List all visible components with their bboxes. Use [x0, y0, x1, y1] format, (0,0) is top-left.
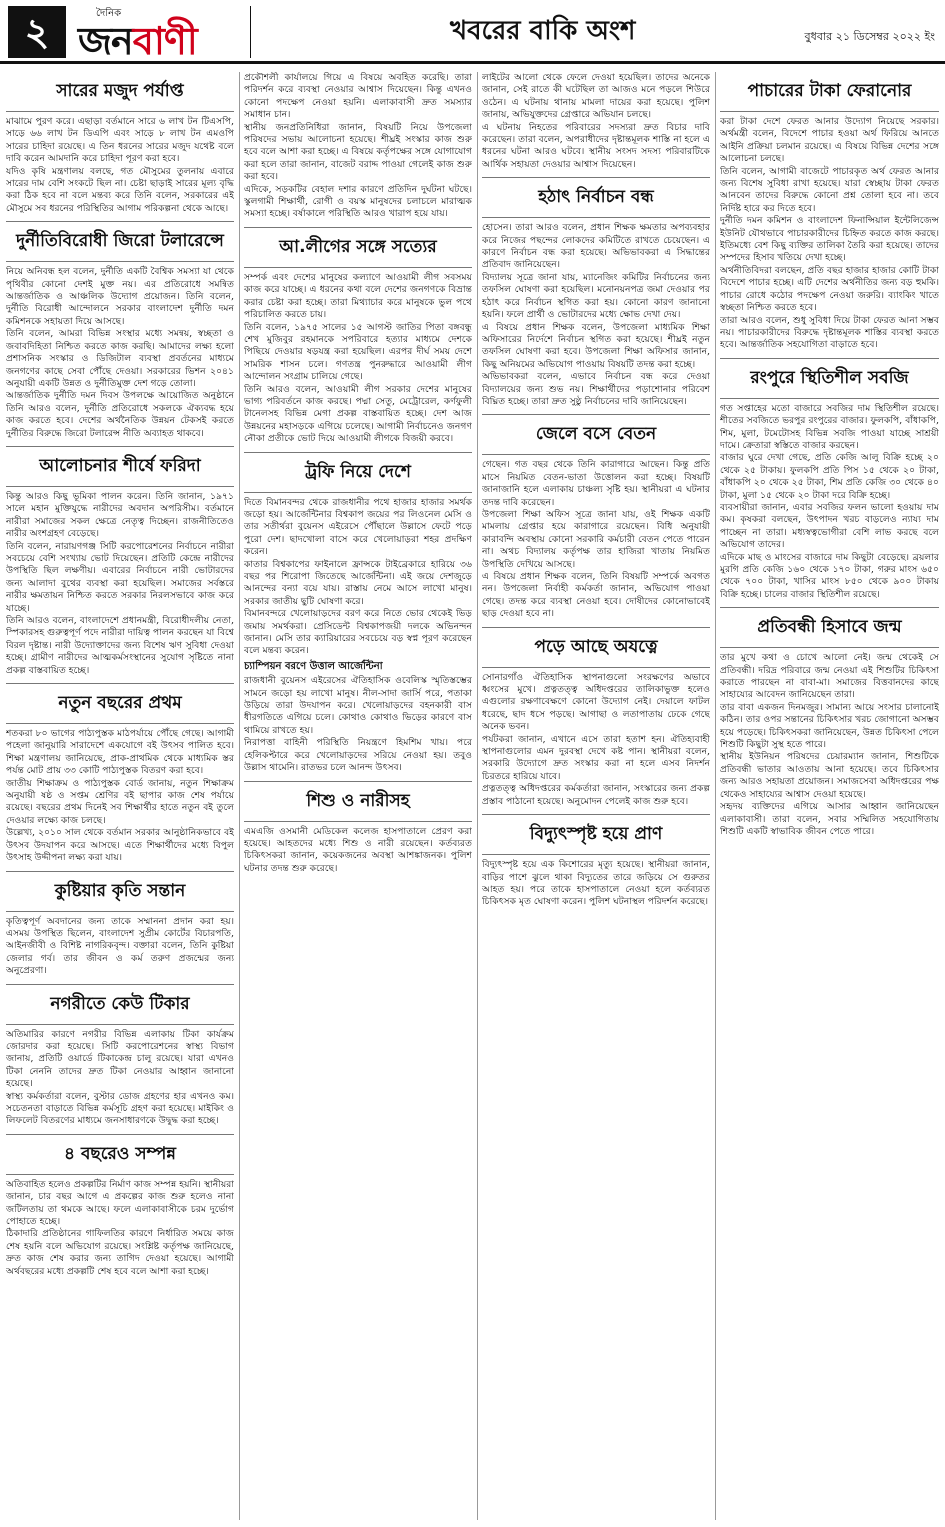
- story-headline: জেলে বসে বেতন: [482, 414, 710, 455]
- story-paragraph: আন্তর্জাতিক দুর্নীতি দমন দিবস উপলক্ষে আয়োজিত অনুষ্ঠানে তিনি আরও বলেন, দুর্নীতি প্রতিরোধে সকলকে ঐক্যবদ্ধ হয়ে কাজ করতে হবে। দেশের অর্থনৈতিক উন্নয়ন টেকসই করতে দুর্নীতির বিরুদ্ধে জিরো টলারেন্স নীতি অব্যাহত থাকবে।: [6, 390, 234, 439]
- story-paragraph: স্থানীয় ইউনিয়ন পরিষদের চেয়ারম্যান জানান, শিশুটিকে প্রতিবন্ধী ভাতার আওতায় আনা হয়েছে। তবে চিকিৎসার জন্য আরও সহায়তা প্রয়োজন। সমাজসেবা অধিদপ্তরের পক্ষ থেকেও সাহায্যের আশ্বাস দেওয়া হয়েছে।: [720, 751, 939, 800]
- story-paragraph: রাজধানী বুয়েনস এইরেসের ঐতিহাসিক ওবেলিস্ক স্মৃতিস্তম্ভের সামনে জড়ো হয় লাখো মানুষ। নীল-সাদা জার্সি পরে, পতাকা উড়িয়ে তারা উদযাপন করে। খেলোয়াড়দের বহনকারী বাস ধীরগতিতে এগিয়ে চলে। কোথাও কোথাও ভিড়ের কারণে বাস থামিয়ে রাখতে হয়।: [244, 675, 472, 736]
- story-subheadline: চ্যাম্পিয়ন বরণে উত্তাল আর্জেন্টিনা: [244, 660, 383, 672]
- story-body: [482, 672, 710, 808]
- news-story: [6, 984, 234, 1128]
- story-headline: পড়ে আছে অযত্নে: [482, 627, 710, 668]
- story-paragraph: সহৃদয় ব্যক্তিদের এগিয়ে আসার আহ্বান জানিয়েছেন এলাকাবাসী। তারা বলেন, সবার সম্মিলিত সহযোগিতায় শিশুটি একটি স্বাভাবিক জীবন পেতে পারে।: [720, 801, 939, 837]
- story-paragraph: যদিও কৃষি মন্ত্রণালয় বলছে, গত মৌসুমের তুলনায় এবারে সারের দাম বেশি সংকটে ছিল না। চেষ্টা ছাড়াই সারের মূল্য বৃদ্ধি করা ঠিক হবে না বলে মন্তব্য করে তিনি বলেন, সরকারের এই মৌসুমে সব ধরনের পরিস্থিতির আগাম পরিকল্পনা থেকে আছে।: [6, 165, 234, 214]
- story-body: [244, 72, 472, 221]
- story-headline: রংপুরে স্থিতিশীল সবজি: [720, 358, 939, 399]
- story-paragraph: সোনারগাঁও ঐতিহাসিক স্থাপনাগুলো সংরক্ষণের অভাবে ধ্বংসের মুখে। প্রত্নতত্ত্ব অধিদপ্তরের তালিকাভুক্ত হলেও এগুলোর রক্ষণাবেক্ষণে কোনো উদ্যোগ নেই। দেয়ালে ফাটল ধরেছে, ছাদ ধসে পড়ছে। আগাছা ও লতাপাতায় ঢেকে গেছে অনেক ভবন।: [482, 671, 710, 733]
- logo-prefix: দৈনিক: [96, 8, 122, 19]
- story-headline: আলোচনার শীর্ষে ফরিদা: [6, 446, 234, 487]
- news-story: [720, 358, 939, 602]
- story-paragraph: কাতার বিশ্বকাপের ফাইনালে ফ্রান্সকে টাইব্রেকারে হারিয়ে ৩৬ বছর পর শিরোপা জিতেছে আর্জেন্টিনা। এই জয়ে দেশজুড়ে আনন্দের বন্যা বয়ে যায়। রাস্তায় নেমে আসে লাখো মানুষ। সরকার জাতীয় ছুটি ঘোষণা করে।: [244, 558, 472, 607]
- logo-part-2: বাণী: [132, 19, 197, 63]
- story-paragraph: উপজেলা শিক্ষা অফিস সূত্রে জানা যায়, ওই শিক্ষক একটি মামলায় গ্রেপ্তার হয়ে কারাগারে রয়েছেন। বিধি অনুযায়ী কারাবন্দি অবস্থায় কোনো সরকারি কর্মচারী বেতন পেতে পারেন না। অথচ বিদ্যালয় কর্তৃপক্ষ তার হাজিরা খাতায় নিয়মিত উপস্থিতি দেখিয়ে আসছে।: [482, 508, 710, 570]
- dateline: বুধবার ২১ ডিসেম্বর ২০২২ ইং: [804, 30, 935, 43]
- story-paragraph: বিদ্যুৎস্পৃষ্ট হয়ে এক কিশোরের মৃত্যু হয়েছে। স্থানীয়রা জানান, বাড়ির পাশে ঝুলে থাকা বিদ্যুতের তারে জড়িয়ে সে গুরুতর আহত হয়। পরে তাকে হাসপাতালে নেওয়া হলে কর্তব্যরত চিকিৎসক মৃত ঘোষণা করেন। পুলিশ ঘটনাস্থল পরিদর্শন করেছে।: [482, 859, 710, 908]
- story-paragraph: এদিকে, সড়কটির বেহাল দশার কারণে প্রতিদিন দুর্ঘটনা ঘটছে। স্কুলগামী শিক্ষার্থী, রোগী ও বয়স্ক মানুষদের চলাচলে মারাত্মক সমস্যা হচ্ছে। বর্ষাকালে পরিস্থিতি আরও খারাপ হয়ে যায়।: [244, 183, 472, 220]
- story-paragraph: গত সপ্তাহের মতো বাজারে সবজির দাম স্থিতিশীল রয়েছে। শীতের সবজিতে ভরপুর রংপুরের বাজার। ফুলকপি, বাঁধাকপি, শিম, মুলা, টমেটোসহ বিভিন্ন সবজি পাওয়া যাচ্ছে সাশ্রয়ী দামে। ক্রেতারা স্বস্তিতে বাজার করছেন।: [720, 402, 939, 451]
- story-headline: ৪ বছরেও সম্পন্ন: [6, 1134, 234, 1175]
- page-number: ২: [8, 6, 66, 58]
- news-story: [6, 221, 234, 440]
- news-story: [6, 446, 234, 677]
- news-story: [244, 781, 472, 876]
- story-paragraph: অতিবাহিত হলেও প্রকল্পটির নির্মাণ কাজ সম্পন্ন হয়নি। স্থানীয়রা জানান, চার বছর আগে এ প্রকল্পের কাজ শুরু হলেও নানা জটিলতায় তা থমকে আছে। ফলে এলাকাবাসীকে চরম দুর্ভোগ পোহাতে হচ্ছে।: [6, 1178, 234, 1227]
- story-body: [6, 266, 234, 440]
- story-paragraph: এমএজি ওসমানী মেডিকেল কলেজ হাসপাতালে প্রেরণ করা হয়েছে। আহতদের মধ্যে শিশু ও নারী রয়েছেন। কর্তব্যরত চিকিৎসকরা জানান, কয়েকজনের অবস্থা আশঙ্কাজনক। পুলিশ ঘটনার তদন্ত শুরু করেছে।: [244, 825, 472, 874]
- story-paragraph: ব্যবসায়ীরা জানান, এবার সবজির ফলন ভালো হওয়ায় দাম কম। কৃষকরা বলছেন, উৎপাদন খরচ বাড়লেও ন্যায্য দাম পাচ্ছেন না তারা। মধ্যস্বত্বভোগীরা বেশি লাভ করছে বলে অভিযোগ তাদের।: [720, 501, 939, 551]
- story-paragraph: এ বিষয়ে প্রধান শিক্ষক বলেন, তিনি বিষয়টি সম্পর্কে অবগত নন। উপজেলা নির্বাহী কর্মকর্তা জানান, অভিযোগ পাওয়া গেছে। তদন্ত করে ব্যবস্থা নেওয়া হবে। দোষীদের কোনোভাবেই ছাড় দেওয়া হবে না।: [482, 571, 710, 620]
- story-paragraph: শতকরা ৮০ ভাগের পাঠ্যপুস্তক মাঠপর্যায়ে পৌঁছে গেছে। আগামী পহেলা জানুয়ারি সারাদেশে একযোগে বই উৎসব পালিত হবে। শিক্ষা মন্ত্রণালয় জানিয়েছে, প্রাক-প্রাথমিক থেকে মাধ্যমিক স্তর পর্যন্ত মোট প্রায় ৩৩ কোটি পাঠ্যপুস্তক বিতরণ করা হবে।: [6, 728, 234, 777]
- story-paragraph: কৃতিত্বপূর্ণ অবদানের জন্য তাকে সম্মাননা প্রদান করা হয়। এসময় উপস্থিত ছিলেন, বাংলাদেশ সুপ্রীম কোর্টের বিচারপতি, আইনজীবী ও বিশিষ্ট নাগরিকবৃন্দ। বক্তারা বলেন, তিনি কুষ্টিয়া জেলার গর্ব। তার জীবন ও কর্ম তরুণ প্রজন্মের জন্য অনুপ্রেরণা।: [6, 915, 234, 977]
- story-paragraph: কিন্তু আরও কিছু ভূমিকা পালন করেন। তিনি জানান, ১৯৭১ সালে মহান মুক্তিযুদ্ধে নারীদের অবদান অপরিসীম। বর্তমানে নারীরা সমাজের সকল ক্ষেত্রে নেতৃত্ব দিচ্ছেন। রাজনীতিতেও নারীর অংশগ্রহণ বেড়েছে।: [6, 490, 234, 540]
- news-story: [244, 72, 472, 221]
- story-paragraph: দিতে বিমানবন্দর থেকে রাজধানীর পথে হাজার হাজার সমর্থক জড়ো হয়। আর্জেন্টিনার বিশ্বকাপ জয়ের পর লিওনেল মেসি ও তার সতীর্থরা বুয়েনস এইরেসে পৌঁছালে উল্লাসে ফেটে পড়ে পুরো দেশ। ছাদখোলা বাসে করে খেলোয়াড়রা শহর প্রদক্ষিণ করেন।: [244, 496, 472, 558]
- news-story: [482, 72, 710, 171]
- story-paragraph: স্থানীয় জনপ্রতিনিধিরা জানান, বিষয়টি নিয়ে উপজেলা পরিষদের সভায় আলোচনা হয়েছে। শীঘ্রই সংস্কার কাজ শুরু হবে বলে আশা করা হচ্ছে। এ বিষয়ে কর্তৃপক্ষের সঙ্গে যোগাযোগ করা হলে তারা জানান, বাজেট বরাদ্দ পাওয়া গেলেই কাজ শুরু করা হবে।: [244, 121, 472, 183]
- story-headline: কুষ্টিয়ার কৃতি সন্তান: [6, 871, 234, 912]
- story-headline: নগরীতে কেউ টিকার: [6, 984, 234, 1025]
- story-body: [482, 222, 710, 408]
- story-paragraph: করা টাকা দেশে ফেরত আনার উদ্যোগ নিয়েছে সরকার। অর্থমন্ত্রী বলেন, বিদেশে পাচার হওয়া অর্থ ফিরিয়ে আনতে আইনি প্রক্রিয়া চলমান রয়েছে। এ বিষয়ে বিভিন্ন দেশের সঙ্গে আলোচনা চলছে।: [720, 116, 939, 165]
- column-rule: [239, 72, 240, 1520]
- section-title: খবরের বাকি অংশ: [450, 16, 636, 46]
- logo-part-1: জন: [78, 19, 133, 63]
- news-story: [482, 814, 710, 909]
- news-story: [6, 871, 234, 978]
- story-headline: নতুন বছরের প্রথম: [6, 683, 234, 724]
- story-body: [720, 652, 939, 838]
- story-paragraph: তারা আরও বলেন, শুধু সুবিধা দিয়ে টাকা ফেরত আনা সম্ভব নয়। পাচারকারীদের বিরুদ্ধে দৃষ্টান্তমূলক শাস্তির ব্যবস্থা করতে হবে। আন্তর্জাতিক সহযোগিতা বাড়াতে হবে।: [720, 314, 939, 351]
- story-paragraph: গেছেন। গত বছর থেকে তিনি কারাগারে আছেন। কিন্তু প্রতি মাসে নিয়মিত বেতন-ভাতা উত্তোলন করা হচ্ছে। বিষয়টি জানাজানি হলে এলাকায় চাঞ্চল্য সৃষ্টি হয়। স্থানীয়রা এ ঘটনার তদন্ত দাবি করেছেন।: [482, 459, 710, 508]
- story-paragraph: তার মুখে কথা ও চোখে আলো নেই। জন্ম থেকেই সে প্রতিবন্ধী। দরিদ্র পরিবারে জন্ম নেওয়া এই শিশুটির চিকিৎসা করাতে পারছেন না বাবা-মা। সমাজের বিত্তবানদের কাছে সাহায্যের আবেদন জানিয়েছেন তারা।: [720, 652, 939, 701]
- story-paragraph: অভিভাবকরা বলেন, এভাবে নির্বাচন বন্ধ করে দেওয়া বিদ্যালয়ের জন্য শুভ নয়। শিক্ষার্থীদের পড়াশোনার পরিবেশ বিঘ্নিত হচ্ছে। তারা দ্রুত সুষ্ঠু নির্বাচনের দাবি জানিয়েছেন।: [482, 371, 710, 407]
- story-paragraph: জাতীয় শিক্ষাক্রম ও পাঠ্যপুস্তক বোর্ড জানায়, নতুন শিক্ষাক্রম অনুযায়ী ষষ্ঠ ও সপ্তম শ্রেণির বই ছাপার কাজ শেষ পর্যায়ে রয়েছে। বছরের প্রথম দিনেই সব শিক্ষার্থীর হাতে নতুন বই তুলে দেওয়ার লক্ষ্যে কাজ চলছে।: [6, 777, 234, 826]
- story-paragraph: তিনি বলেন, ১৯৭৫ সালের ১৫ আগস্ট জাতির পিতা বঙ্গবন্ধু শেখ মুজিবুর রহমানকে সপরিবারে হত্যার মাধ্যমে দেশকে পিছিয়ে দেওয়ার ষড়যন্ত্র করা হয়েছিল। এরপর দীর্ঘ সময় দেশে সামরিক শাসন চলে। গণতন্ত্র পুনরুদ্ধারে আওয়ামী লীগ আন্দোলন সংগ্রাম চালিয়ে গেছে।: [244, 321, 472, 383]
- story-paragraph: নিরাপত্তা বাহিনী পরিস্থিতি নিয়ন্ত্রণে হিমশিম খায়। পরে হেলিকপ্টারে করে খেলোয়াড়দের সরিয়ে নেওয়া হয়। তবুও উল্লাস থামেনি। রাতভর চলে আনন্দ উৎসব।: [244, 737, 472, 774]
- story-paragraph: প্রত্নতত্ত্ব অধিদপ্তরের কর্মকর্তারা জানান, সংস্কারের জন্য প্রকল্প প্রস্তাব পাঠানো হয়েছে। অনুমোদন পেলেই কাজ শুরু হবে।: [482, 783, 710, 807]
- story-paragraph: ঠিকাদারি প্রতিষ্ঠানের গাফিলতির কারণে নির্ধারিত সময়ে কাজ শেষ হয়নি বলে অভিযোগ রয়েছে। সংশ্লিষ্ট কর্তৃপক্ষ জানিয়েছে, দ্রুত কাজ শেষ করার জন্য তাগিদ দেওয়া হয়েছে। আগামী অর্থবছরের মধ্যে প্রকল্পটি শেষ হবে বলে আশা করা হচ্ছে।: [6, 1228, 234, 1277]
- news-story: [482, 627, 710, 808]
- story-headline: শিশু ও নারীসহ: [244, 781, 472, 822]
- news-story: [244, 452, 472, 775]
- story-paragraph: লাইটের আলো থেকে ফেলে দেওয়া হয়েছিল। তাদের অনেকে জানান, সেই রাতে কী ঘটেছিল তা আজও মনে পড়লে শিউরে ওঠেন। এ ঘটনায় থানায় মামলা দায়ের করা হয়েছে। পুলিশ জানায়, অভিযুক্তদের গ্রেপ্তারে অভিযান চলছে।: [482, 72, 710, 121]
- story-headline: হঠাৎ নির্বাচন বন্ধ: [482, 177, 710, 218]
- story-body: [482, 72, 710, 171]
- story-paragraph: তার বাবা একজন দিনমজুর। সামান্য আয়ে সংসার চালানোই কঠিন। তার ওপর সন্তানের চিকিৎসার খরচ জোগানো অসম্ভব হয়ে পড়েছে। চিকিৎসকরা জানিয়েছেন, উন্নত চিকিৎসা পেলে শিশুটি কিছুটা সুস্থ হতে পারে।: [720, 701, 939, 751]
- news-story: [6, 72, 234, 215]
- story-body: [6, 1029, 234, 1128]
- story-paragraph: দুর্নীতি দমন কমিশন ও বাংলাদেশ ফিনান্সিয়াল ইন্টেলিজেন্স ইউনিট যৌথভাবে পাচারকারীদের চিহ্নিত করতে কাজ করছে। ইতিমধ্যে বেশ কিছু ব্যক্তির তালিকা তৈরি করা হয়েছে। তাদের সম্পদের হিসাব খতিয়ে দেখা হচ্ছে।: [720, 215, 939, 264]
- news-story: [6, 1134, 234, 1278]
- story-body: [6, 1179, 234, 1278]
- story-body: [6, 116, 234, 215]
- story-paragraph: এ বিষয়ে প্রধান শিক্ষক বলেন, উপজেলা মাধ্যমিক শিক্ষা অফিসারের নির্দেশে নির্বাচন স্থগিত করা হয়েছে। শীঘ্রই নতুন তফসিল ঘোষণা করা হবে। উপজেলা শিক্ষা অফিসার জানান, কিছু অনিয়মের অভিযোগ পাওয়ায় বিষয়টি তদন্ত করা হচ্ছে।: [482, 321, 710, 370]
- story-paragraph: পর্যটকরা জানান, এখানে এসে তারা হতাশ হন। ঐতিহ্যবাহী স্থাপনাগুলোর এমন দুরবস্থা দেখে কষ্ট পান। স্থানীয়রা বলেন, সরকারি উদ্যোগে দ্রুত সংস্কার করা না হলে এসব নিদর্শন চিরতরে হারিয়ে যাবে।: [482, 733, 710, 782]
- story-paragraph: অতিমারির কারণে নগরীর বিভিন্ন এলাকায় টিকা কার্যক্রম জোরদার করা হয়েছে। সিটি করপোরেশনের স্বাস্থ্য বিভাগ জানায়, প্রতিটি ওয়ার্ডে টিকাকেন্দ্র চালু রয়েছে। যারা এখনও টিকা নেননি তাদের দ্রুত টিকা নেওয়ার আহ্বান জানানো হয়েছে।: [6, 1028, 234, 1090]
- story-paragraph: সম্পর্ক এবং দেশের মানুষের কল্যাণে আওয়ামী লীগ সবসময় কাজ করে যাচ্ছে। এ ধরনের কথা বলে দেশের জনগণকে বিভ্রান্ত করার চেষ্টা করা হচ্ছে। তারা মিথ্যাচার করে মানুষকে ভুল পথে পরিচালিত করতে চায়।: [244, 271, 472, 321]
- story-paragraph: বাজার ঘুরে দেখা গেছে, প্রতি কেজি আলু বিক্রি হচ্ছে ২০ থেকে ২৫ টাকায়। ফুলকপি প্রতি পিস ১৫ থেকে ২০ টাকা, বাঁধাকপি ২০ থেকে ২৫ টাকা, শিম প্রতি কেজি ৩০ থেকে ৪০ টাকা, মুলা ১৫ থেকে ২০ টাকা দরে বিক্রি হচ্ছে।: [720, 452, 939, 501]
- story-headline: আ.লীগের সঙ্গে সত্যের: [244, 227, 472, 268]
- masthead: [0, 0, 945, 64]
- story-headline: বিদ্যুৎস্পৃষ্ট হয়ে প্রাণ: [482, 814, 710, 855]
- column-3: [482, 72, 710, 1520]
- story-headline: পাচারের টাকা ফেরানোর: [720, 72, 939, 112]
- story-paragraph: বিদ্যালয় সূত্রে জানা যায়, ম্যানেজিং কমিটির নির্বাচনের জন্য তফসিল ঘোষণা করা হয়েছিল। মনোনয়নপত্র জমা দেওয়ার পর হঠাৎ করে নির্বাচন স্থগিত করা হয়। কোনো কারণ জানানো হয়নি। ফলে প্রার্থী ও ভোটারদের মধ্যে ক্ষোভ দেখা দেয়।: [482, 271, 710, 321]
- column-4: [720, 72, 939, 1520]
- story-body: [482, 459, 710, 620]
- story-body: [6, 491, 234, 677]
- story-body: [244, 826, 472, 876]
- news-story: [6, 683, 234, 864]
- news-story: [482, 177, 710, 408]
- story-body: [244, 497, 472, 775]
- column-1: [6, 72, 234, 1520]
- story-paragraph: হোসেন। তারা আরও বলেন, প্রধান শিক্ষক ক্ষমতার অপব্যবহার করে নিজের পছন্দের লোকদের কমিটিতে রাখতে চেয়েছেন। এ কারণে নির্বাচন বন্ধ করা হয়েছে। অভিভাবকরা এ সিদ্ধান্তের প্রতিবাদ জানিয়েছেন।: [482, 222, 710, 271]
- story-paragraph: এদিকে মাছ ও মাংসের বাজারে দাম কিছুটা বেড়েছে। ব্রয়লার মুরগি প্রতি কেজি ১৬০ থেকে ১৭০ টাকা, গরুর মাংস ৬৫০ থেকে ৭০০ টাকা, খাসির মাংস ৮৫০ থেকে ৯০০ টাকায় বিক্রি হচ্ছে। চালের বাজার স্থিতিশীল রয়েছে।: [720, 551, 939, 600]
- news-story: [244, 227, 472, 446]
- story-body: [720, 403, 939, 602]
- story-headline: ট্রফি নিয়ে দেশে: [244, 452, 472, 493]
- story-paragraph: তিনি আরও বলেন, আওয়ামী লীগ সরকার দেশের মানুষের ভাগ্য পরিবর্তনে কাজ করছে। পদ্মা সেতু, মেট্রোরেল, কর্ণফুলী টানেলসহ বিভিন্ন মেগা প্রকল্প বাস্তবায়িত হচ্ছে। দেশ আজ উন্নয়নের মহাসড়কে এগিয়ে চলেছে। আগামী নির্বাচনেও জনগণ নৌকা প্রতীকে ভোট দিয়ে আওয়ামী লীগকে বিজয়ী করবে।: [244, 383, 472, 445]
- story-paragraph: তিনি আরও বলেন, বাংলাদেশে প্রধানমন্ত্রী, বিরোধীদলীয় নেতা, স্পিকারসহ গুরুত্বপূর্ণ পদে নারীরা দায়িত্ব পালন করছেন যা বিশ্বে বিরল দৃষ্টান্ত। নারী উদ্যোক্তাদের জন্য বিশেষ ঋণ সুবিধা দেওয়া হচ্ছে। গ্রামীণ নারীদের আত্মকর্মসংস্থানের সুযোগ সৃষ্টিতে নানা প্রকল্প বাস্তবায়িত হচ্ছে।: [6, 615, 234, 676]
- story-paragraph: প্রকৌশলী কার্যালয়ে গিয়ে এ বিষয়ে অবহিত করেছি। তারা পরিদর্শন করে ব্যবস্থা নেওয়ার আশ্বাস দিয়েছেন। কিন্তু এখনও কোনো পদক্ষেপ নেওয়া হয়নি। এলাকাবাসী দ্রুত সমস্যার সমাধান চান।: [244, 72, 472, 121]
- story-body: [244, 272, 472, 446]
- column-rule: [715, 72, 716, 1520]
- story-headline: সারের মজুদ পর্যাপ্ত: [6, 72, 234, 112]
- story-paragraph: তিনি বলেন, আমরা বিভিন্ন সংস্থার মধ্যে সমন্বয়, স্বচ্ছতা ও জবাবদিহিতা নিশ্চিত করতে কাজ করছি। আমাদের লক্ষ্য হলো প্রশাসনিক সংস্কার ও ডিজিটাল ব্যবস্থা প্রবর্তনের মাধ্যমে জনগণের কাছে সেবা পৌঁছে দেওয়া। সরকারের ভিশন ২০৪১ অনুযায়ী একটি উন্নত ও দুর্নীতিমুক্ত দেশ গড়ে তোলা।: [6, 328, 234, 389]
- news-story: [482, 414, 710, 620]
- news-story: [720, 72, 939, 352]
- story-paragraph: এ ঘটনায় নিহতের পরিবারের সদস্যরা দ্রুত বিচার দাবি করেছেন। তারা বলেন, অপরাধীদের দৃষ্টান্তমূলক শাস্তি না হলে এ ধরনের ঘটনা আরও ঘটবে। স্থানীয় সংসদ সদস্য পরিবারটিকে আর্থিক সহায়তা দেওয়ার আশ্বাস দিয়েছেন।: [482, 121, 710, 170]
- story-body: [482, 859, 710, 909]
- column-2: [244, 72, 472, 1520]
- story-paragraph: তিনি বলেন, আগামী বাজেটে পাচারকৃত অর্থ ফেরত আনার জন্য বিশেষ সুবিধা রাখা হয়েছে। যারা স্বেচ্ছায় টাকা ফেরত আনবেন তাদের বিরুদ্ধে কোনো প্রশ্ন তোলা হবে না। তবে নির্দিষ্ট হারে কর দিতে হবে।: [720, 165, 939, 214]
- story-body: [6, 728, 234, 864]
- story-paragraph: অর্থনীতিবিদরা বলছেন, প্রতি বছর হাজার হাজার কোটি টাকা বিদেশে পাচার হচ্ছে। এটি দেশের অর্থনীতির জন্য বড় হুমকি। পাচার রোধে কঠোর পদক্ষেপ নেওয়া জরুরি। ব্যাংকিং খাতে স্বচ্ছতা নিশ্চিত করতে হবে।: [720, 264, 939, 314]
- story-paragraph: তিনি বলেন, নারায়ণগঞ্জ সিটি করপোরেশনের নির্বাচনে নারীরা সবচেয়ে বেশি সংখ্যায় ভোট দিয়েছেন। প্রতিটি কেন্দ্রে নারীদের উপস্থিতি ছিল লক্ষণীয়। এবারের নির্বাচনে নারী ভোটারদের জন্য আলাদা বুথের ব্যবস্থা করা হয়েছিল। সমাজের সর্বস্তরে নারীর ক্ষমতায়ন নিশ্চিত করতে সরকার নিরলসভাবে কাজ করে যাচ্ছে।: [6, 540, 234, 614]
- logo-wordmark: [78, 12, 197, 76]
- newspaper-logo: [78, 4, 238, 63]
- masthead-divider: [250, 6, 251, 58]
- story-body: [720, 116, 939, 352]
- story-paragraph: বিমানবন্দরে খেলোয়াড়দের বরণ করে নিতে ভোর থেকেই ভিড় জমায় সমর্থকরা। প্রেসিডেন্ট বিশ্বকাপজয়ী দলকে অভিনন্দন জানান। মেসি তার ক্যারিয়ারের সবচেয়ে বড় স্বপ্ন পূরণ করেছেন বলে মন্তব্য করেন।: [244, 608, 472, 657]
- story-paragraph: উল্লেখ্য, ২০১০ সাল থেকে বর্তমান সরকার আনুষ্ঠানিকভাবে বই উৎসব উদযাপন করে আসছে। এতে শিক্ষার্থীদের মধ্যে বিপুল উৎসাহ উদ্দীপনা লক্ষ্য করা যায়।: [6, 827, 234, 864]
- story-headline: প্রতিবন্ধী হিসাবে জন্ম: [720, 607, 939, 648]
- news-story: [720, 607, 939, 838]
- story-paragraph: নিয়ে অনিবন্ধ হল বলেন, দুর্নীতি একটি বৈশ্বিক সমস্যা যা থেকে পৃথিবীর কোনো দেশই মুক্ত নয়। এর প্রতিরোধে সমন্বিত আন্তর্জাতিক ও আঞ্চলিক উদ্যোগ প্রয়োজন। তিনি বলেন, দুর্নীতি বিরোধী আন্দোলনে সরকার বাংলাদেশ দুর্নীতি দমন কমিশনকে সহায়তা দিয়ে আসছে।: [6, 266, 234, 327]
- story-paragraph: স্বাস্থ্য কর্মকর্তারা বলেন, বুস্টার ডোজ গ্রহণের হার এখনও কম। সচেতনতা বাড়াতে বিভিন্ন কর্মসূচি গ্রহণ করা হয়েছে। মাইকিং ও লিফলেট বিতরণের মাধ্যমে জনসাধারণকে উদ্বুদ্ধ করা হচ্ছে।: [6, 1090, 234, 1127]
- story-paragraph: মাঝামে পুরণ করে। এছাড়া বর্তমানে সারে ৬ লাখ টন টিএসপি, সাড়ে ৬৬ লাখ টন ডিএপি এবং সাড়ে ৮ লাখ টন এমওপি সারের চাহিদা রয়েছে। এ তিন ধরনের সারের মজুদ যথেষ্ট বলে দাবি করেন আমদানি করে চাহিদা পূরণ করা হবে।: [6, 116, 234, 165]
- story-headline: দুর্নীতিবিরোধী জিরো টলারেন্সে: [6, 221, 234, 262]
- story-body: [6, 916, 234, 978]
- column-rule: [477, 72, 478, 1520]
